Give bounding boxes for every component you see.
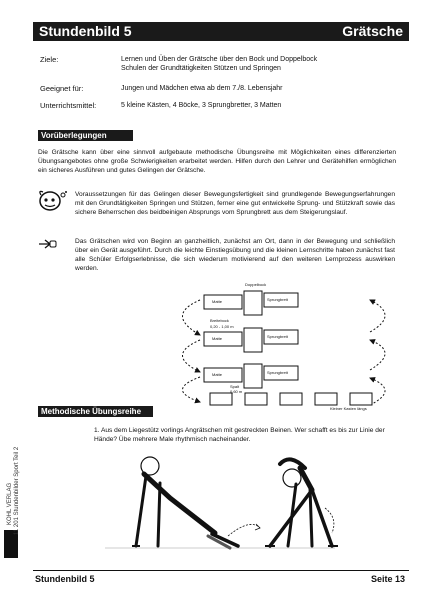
page-footer	[33, 570, 409, 585]
pointing-hand-icon	[38, 237, 58, 249]
exercise-1: 1. Aus dem Liegestütz vorlings Angrätschen mit gestreckten Beinen. Wer schafft es bis zur Linie der Hände? Übe mehrere Male rhythmisch nacheinander.	[94, 427, 385, 443]
label-mass-2: 0,60 m	[230, 389, 243, 394]
lesson-title: Stundenbild 5	[39, 23, 132, 39]
label-doppelbock: Doppelbock	[245, 282, 267, 287]
publisher-sidebar	[2, 446, 32, 570]
intro-paragraph: Die Grätsche kann über eine sinnvoll aufgebaute methodische Übungsreihe mit Möglichkeiten eines differenzierten Übungsangebotes ohne große Schwierigkeiten erarbeitet werden. Hilfen durch den Lehrer und Gerätehilfen ermöglichen ein sicheres Ausführen und gutes Gelingen der Grätsche.	[38, 149, 396, 174]
label-kleiner-kasten: Kleiner Kasten längs	[330, 406, 367, 411]
prerequisites-paragraph: Voraussetzungen für das Gelingen dieser Bewegungsfertigkeit sind grundlegende Bewegungserfahrungen mit den Grundtätigkeiten Springen und Stützen, ferner eine gut entwickelte Sprung- und Stützkraft sowie das sichere Beherrschen des beidbeinigen Absprungs vom Sprungbrett aus dem Steigerungslauf.	[75, 191, 395, 216]
label-matte: Matte	[212, 372, 223, 377]
info-value-line: Lernen und Üben der Grätsche über den Bock und Doppelbock	[121, 56, 318, 63]
thinking-face-icon	[38, 190, 68, 212]
label-sprungbrett: Sprungbrett	[267, 297, 288, 302]
info-value: 5 kleine Kästen, 4 Böcke, 3 Sprungbretter, 3 Matten	[121, 102, 282, 109]
section-methodisch: Methodische Übungsreihe	[38, 406, 153, 417]
publisher-name: KOHL VERLAG	[7, 482, 13, 525]
label-sprungbrett: Sprungbrett	[267, 370, 288, 375]
page-header	[33, 22, 409, 41]
exercise-illustration	[100, 448, 340, 563]
label-mass-1: 0,20 - 1,00 m	[210, 324, 234, 329]
station-diagram	[170, 280, 400, 410]
footer-page: Seite 13	[370, 574, 405, 584]
info-key: Unterrichtsmittel:	[40, 101, 97, 110]
label-sprungbrett: Sprungbrett	[267, 334, 288, 339]
topic-title: Grätsche	[342, 23, 403, 39]
label-spalt: Spalt	[230, 384, 240, 389]
info-value	[121, 55, 401, 73]
label-breitebock: Breitebock	[210, 318, 229, 323]
label-matte: Matte	[212, 299, 223, 304]
publisher-series: 11 201 Stundenbilder Sport Teil 2	[14, 446, 20, 535]
label-matte: Matte	[212, 336, 223, 341]
method-paragraph: Das Grätschen wird von Beginn an ganzheitlich, zunächst am Ort, dann in der Bewegung und schließlich über ein Gerät ausgeführt. Durch die leichte Einstiegsübung und die kleinen Lernschritte haben zunächst fast alle Schüler Erfolgserlebnisse, die sich wiederum motivierend auf den weiteren Lernprozess auswirken werden.	[75, 238, 395, 272]
info-value: Jungen und Mädchen etwa ab dem 7./8. Lebensjahr	[121, 85, 283, 92]
footer-lesson: Stundenbild 5	[35, 574, 95, 584]
info-value-line: Schulen der Grundtätigkeiten Stützen und Springen	[121, 65, 281, 72]
section-vorueberlegungen: Vorüberlegungen	[38, 130, 133, 141]
info-key: Ziele:	[40, 55, 59, 64]
info-key: Geeignet für:	[40, 84, 84, 93]
